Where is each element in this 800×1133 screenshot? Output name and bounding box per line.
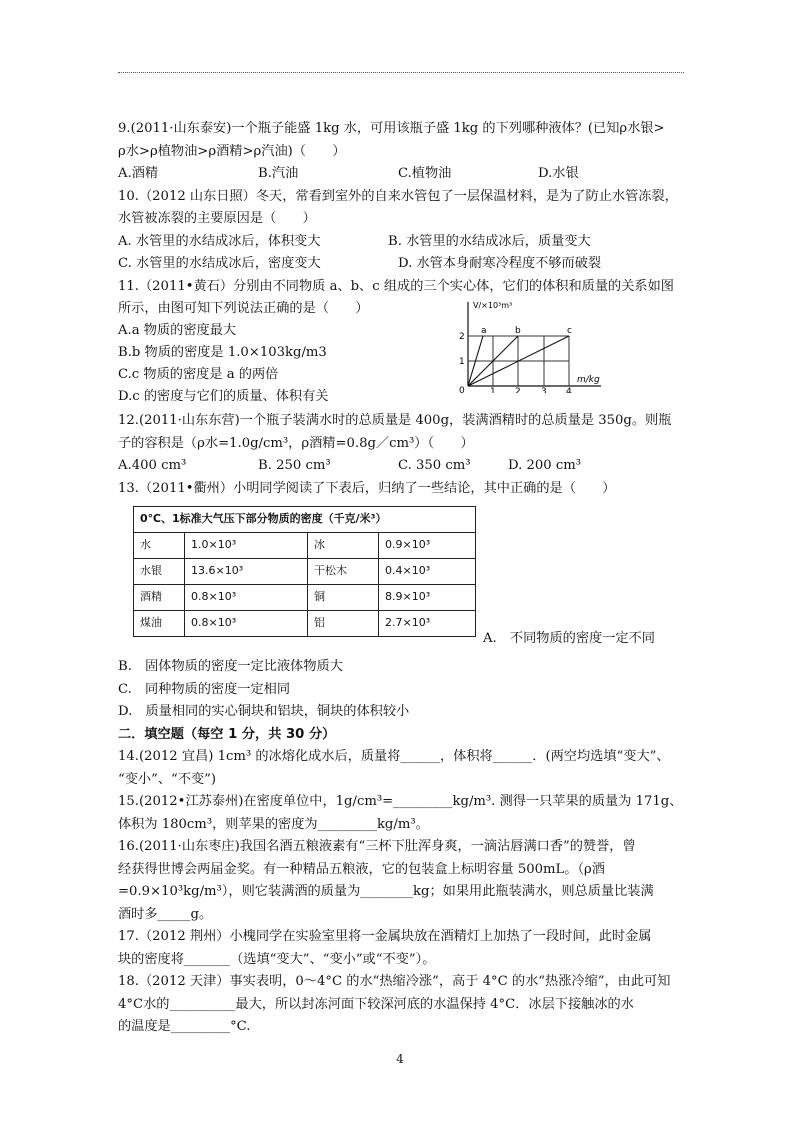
q15-line1: 15.(2012•江苏泰州)在密度单位中，1g/cm³=_________kg/m³. 测得一只苹果的质量为 171g、 [118, 794, 683, 809]
q13-option-a: A. 不同物质的密度一定不同 [483, 631, 655, 646]
q12-option-b: B. 250 cm³ [258, 458, 331, 473]
table-cell: 水银 [134, 559, 185, 585]
q9-options [118, 163, 688, 186]
table-cell: 1.0×10³ [185, 533, 308, 559]
q11-stem-line1: 11.（2011•黄石）分别由不同物质 a、b、c 组成的三个实心体，它们的体积和质量的关系如图 [118, 278, 674, 294]
table-cell: 8.9×10³ [379, 585, 476, 611]
q10-option-b: B. 水管里的水结成冰后，质量变大 [388, 233, 591, 249]
q10-options-cd [118, 253, 688, 276]
q18-line2: 4°C水的__________最大，所以封冻河面下较深河底的水温保持 4°C．冰层下接触冰的水 [118, 996, 634, 1012]
q13-option-c: C. 同种物质的密度一定相同 [118, 681, 291, 697]
graph-series-label-c: c [567, 326, 572, 336]
q12-options [118, 455, 688, 478]
graph-xtick-3: 3 [541, 387, 547, 393]
q11-option-c: C.c 物质的密度是 a 的两倍 [118, 367, 279, 382]
table-cell: 水 [134, 533, 185, 559]
table-cell: 0.9×10³ [379, 533, 476, 559]
table-cell: 煤油 [134, 611, 185, 637]
q11-body [118, 298, 688, 410]
q13-stem-line1: 13.（2011•衢州）小明同学阅读了下表后，归纳了一些结论，其中正确的是（ ） [118, 480, 616, 496]
q13-option-b: B. 固体物质的密度一定比液体物质大 [118, 659, 343, 674]
q13-option-d: D. 质量相同的实心铜块和铝块，铜块的体积较小 [118, 704, 410, 719]
table-cell: 0.8×10³ [185, 611, 308, 637]
graph-series-label-b: b [515, 326, 521, 336]
q17-line2: 块的密度将_______（选填“变大”、“变小”或“不变”）。 [118, 951, 436, 967]
table-row [134, 533, 476, 559]
q11-stem-line2: 所示，由图可知下列说法正确的是（ ） [118, 301, 369, 316]
q11-option-a: A.a 物质的密度最大 [118, 323, 237, 338]
volume-mass-graph [453, 298, 603, 393]
q12-stem-line1: 12.(2011·山东东营)一个瓶子装满水时的总质量是 400g，装满酒精时的总质量是 350g。则瓶 [118, 413, 672, 428]
q10-option-d: D. 水管本身耐寒冷程度不够而破裂 [398, 256, 602, 271]
q10-option-c: C. 水管里的水结成冰后，密度变大 [118, 256, 321, 271]
header-dotted-rule [118, 72, 684, 73]
q9-stem-line2: ρ水>ρ植物油>ρ酒精>ρ汽油)（ ） [118, 143, 346, 159]
table-header: 0℃、1标准大气压下部分物质的密度（千克/米³） [134, 507, 476, 533]
table-header-row [134, 507, 476, 533]
graph-series-label-a: a [481, 326, 487, 336]
graph-origin-label: 0 [459, 386, 465, 393]
section-heading-fill-blank: 二．填空题（每空 1 分，共 30 分） [118, 726, 336, 742]
q10-stem-line2: 水管被冻裂的主要原因是（ ） [118, 211, 316, 226]
q14-line2: “变小”、“不变”) [118, 771, 217, 787]
table-cell: 酒精 [134, 585, 185, 611]
q18-line1: 18.（2012 天津）事实表明，0～4°C 的水“热缩冷涨”，高于 4°C 的水“热涨冷缩”，由此可知 [118, 974, 671, 989]
q9-option-a: A.酒精 [118, 166, 159, 181]
q16-line3: =0.9×10³kg/m³），则它装满酒的质量为________kg；如果用此瓶装满水，则总质量比装满 [118, 884, 654, 899]
table-row [134, 611, 476, 637]
q10-stem-line1: 10.（2012 山东日照）冬天，常看到室外的自来水管包了一层保温材料，是为了防止水管冻裂， [118, 188, 678, 204]
q15-line2: 体积为 180cm³，则苹果的密度为_________kg/m³。 [118, 816, 429, 832]
graph-y-label: V/×10³m³ [473, 301, 513, 310]
q11-option-d: D.c 的密度与它们的质量、体积有关 [118, 389, 329, 404]
q10-options-ab [118, 231, 688, 254]
graph-ytick-2: 2 [459, 332, 465, 342]
q9-option-b: B.汽油 [258, 166, 299, 181]
q16-line2: 经获得世博会两届金奖。有一种精品五粮液，它的包装盒上标明容量 500mL。（ρ酒 [118, 861, 605, 877]
page-content [118, 118, 688, 1039]
q12-option-a: A.400 cm³ [118, 458, 187, 473]
table-cell: 13.6×10³ [185, 559, 308, 585]
q9-option-d: D.水银 [538, 166, 579, 181]
q11-option-b: B.b 物质的密度是 1.0×103kg/m3 [118, 345, 327, 360]
q18-line3: 的温度是_________°C. [118, 1019, 251, 1034]
q14-line1: 14.(2012 宜昌) 1cm³ 的冰熔化成水后，质量将______，体积将______．(两空均选填“变大”、 [118, 749, 670, 764]
page-number: 4 [396, 1052, 404, 1066]
table-cell: 铜 [308, 585, 379, 611]
q17-line1: 17.（2012 荆州）小槐同学在实验室里将一金属块放在酒精灯上加热了一段时间，此时金属 [118, 929, 652, 944]
q10-option-a: A. 水管里的水结成冰后，体积变大 [118, 233, 321, 249]
table-cell: 0.4×10³ [379, 559, 476, 585]
density-table [133, 506, 476, 637]
graph-xtick-2: 2 [515, 387, 521, 393]
q13-table-area [118, 506, 688, 656]
table-cell: 干松木 [308, 559, 379, 585]
graph-ytick-1: 1 [459, 357, 465, 367]
table-cell: 2.7×10³ [379, 611, 476, 637]
q9-stem-line1: 9.(2011·山东泰安)一个瓶子能盛 1kg 水，可用该瓶子盛 1kg 的下列哪种液体？(已知ρ水银> [118, 121, 665, 136]
q16-line1: 16.(2011·山东枣庄)我国名酒五粮液素有“三杯下肚浑身爽，一滴沾唇满口香”的赞誉，曾 [118, 839, 636, 854]
graph-x-label: m/kg [577, 375, 600, 385]
table-cell: 铝 [308, 611, 379, 637]
q12-stem-line2: 子的容积是（ρ水=1.0g/cm³，ρ酒精=0.8g／cm³）（ ） [118, 435, 474, 451]
q12-option-d: D. 200 cm³ [508, 458, 582, 473]
table-cell: 冰 [308, 533, 379, 559]
table-row [134, 559, 476, 585]
table-row [134, 585, 476, 611]
q16-line4: 酒时多_____g。 [118, 906, 213, 922]
table-cell: 0.8×10³ [185, 585, 308, 611]
graph-xtick-1: 1 [490, 387, 496, 393]
q12-option-c: C. 350 cm³ [398, 458, 471, 473]
graph-xtick-4: 4 [566, 387, 572, 393]
q9-option-c: C.植物油 [398, 166, 452, 181]
